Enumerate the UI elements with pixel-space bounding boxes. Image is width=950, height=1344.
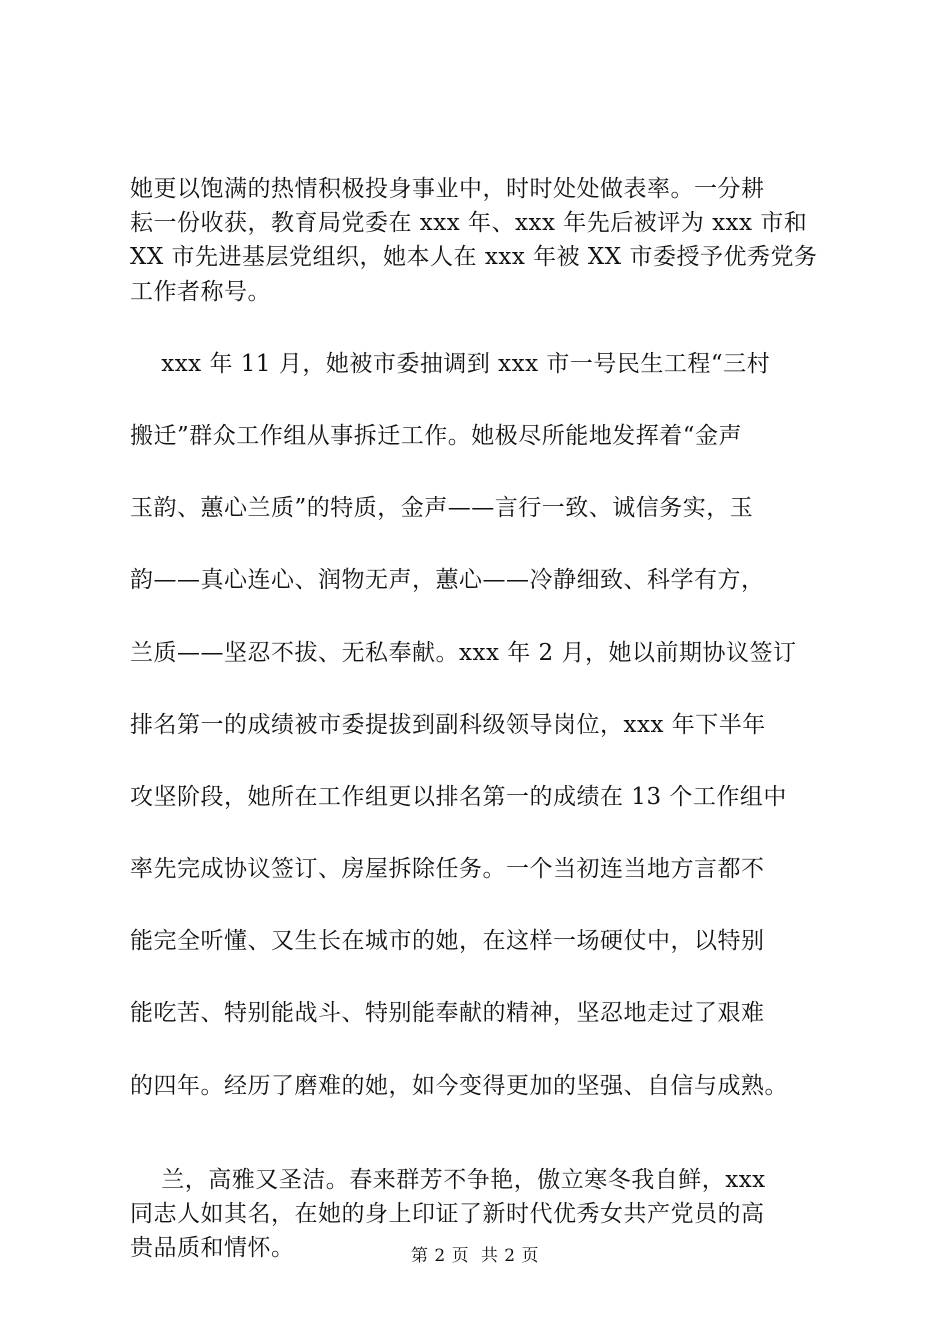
page-footer xyxy=(0,1244,950,1268)
text-line: 的四年。经历了磨难的她，如今变得更加的坚强、自信与成熟。 xyxy=(130,1072,788,1099)
text-line: 耘一份收获，教育局党委在 xxx 年、xxx 年先后被评为 xxx 市和 xyxy=(130,210,808,237)
paragraph-spacer xyxy=(130,1141,850,1163)
text-line: xxx 年 11 月，她被市委抽调到 xxx 市一号民生工程“三村 xyxy=(130,350,771,377)
text-line: 兰，高雅又圣洁。春来群芳不争艳，傲立寒冬我自鲜，xxx xyxy=(130,1166,766,1193)
text-line: 玉韵、蕙心兰质”的特质，金声——言行一致、诚信务实，玉 xyxy=(130,495,754,522)
text-line: 率先完成协议签订、房屋拆除任务。一个当初连当地方言都不 xyxy=(130,856,765,883)
text-line: 工作者称号。 xyxy=(130,278,271,305)
text-line: 贵品质和情怀。 xyxy=(130,1235,295,1262)
paragraph-1 xyxy=(130,172,850,309)
text-line: 能完全听懂、又生长在城市的她，在这样一场硬仗中，以特别 xyxy=(130,928,765,955)
text-line: 韵——真心连心、润物无声，蕙心——冷静细致、科学有方， xyxy=(130,567,765,594)
text-line: 排名第一的成绩被市委提拔到副科级领导岗位，xxx 年下半年 xyxy=(130,711,766,738)
text-line: 同志人如其名，在她的身上印证了新时代优秀女共产党员的高 xyxy=(130,1201,765,1227)
text-line: 她更以饱满的热情积极投身事业中，时时处处做表率。一分耕 xyxy=(130,176,765,202)
text-line: 能吃苦、特别能战斗、特别能奉献的精神，坚忍地走过了艰难 xyxy=(130,1000,765,1027)
text-line: 兰质——坚忍不拔、无私奉献。xxx 年 2 月，她以前期协议签订 xyxy=(130,639,797,666)
text-line: 搬迁”群众工作组从事拆迁工作。她极尽所能地发挥着“金声 xyxy=(130,422,743,449)
document-body xyxy=(130,172,850,1265)
text-line: 攻坚阶段，她所在工作组更以排名第一的成绩在 13 个工作组中 xyxy=(130,783,787,810)
text-line: XX 市先进基层党组织，她本人在 xxx 年被 XX 市委授予优秀党务 xyxy=(130,244,818,271)
page-number-label: 第 2 页 共 2 页 xyxy=(410,1246,540,1266)
paragraph-2 xyxy=(130,309,850,1141)
